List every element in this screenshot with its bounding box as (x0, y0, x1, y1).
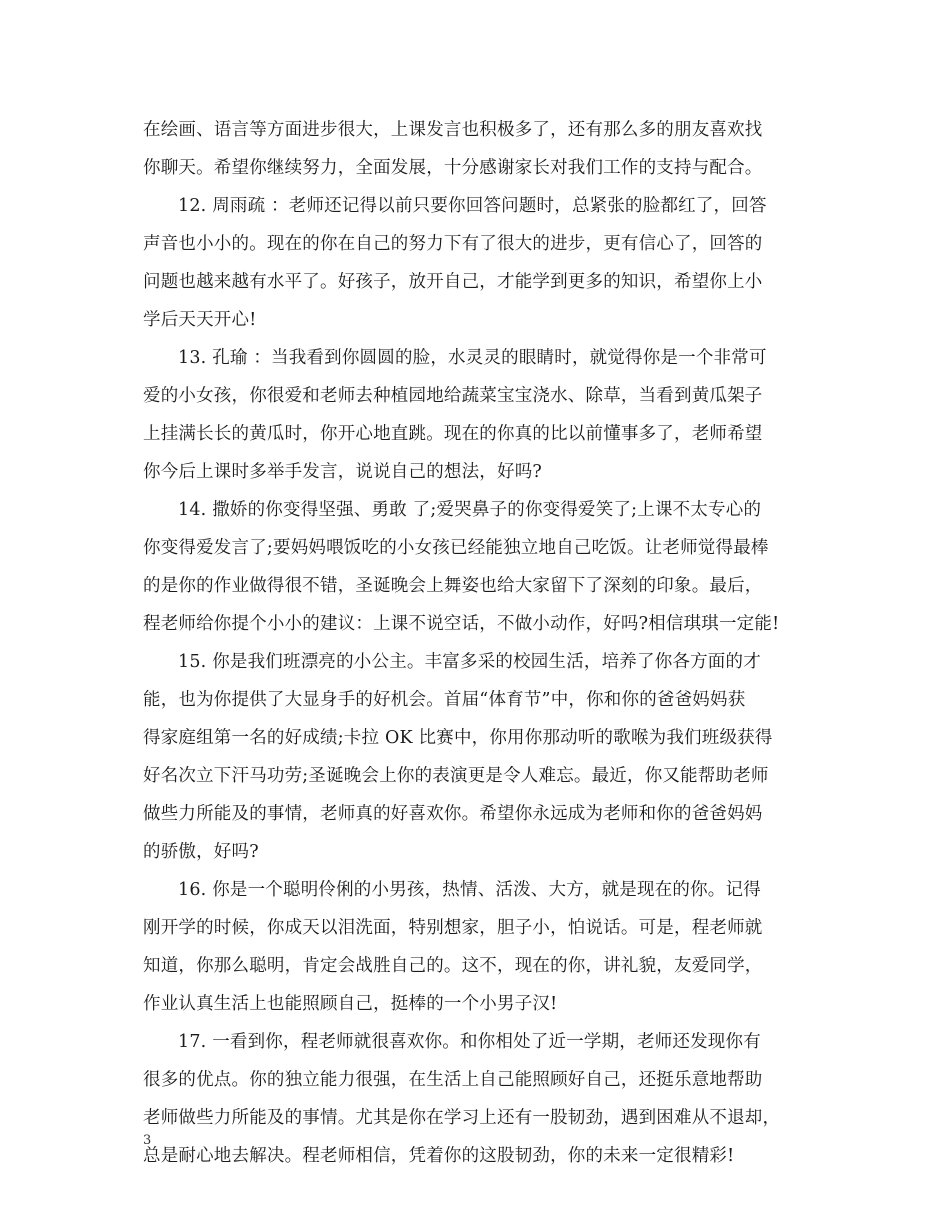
text-line: 好名次立下汗马功劳;圣诞晚会上你的表演更是令人难忘。最近，你又能帮助老师 (143, 766, 769, 786)
text-line: 上挂满长长的黄瓜时，你开心地直跳。现在的你真的比以前懂事多了，老师希望 (143, 424, 763, 444)
paragraph-first-line: 12. 周雨疏 ：老师还记得以前只要你回答问题时，总紧张的脸都红了，回答 (178, 196, 767, 216)
paragraph-first-line: 16. 你是一个聪明伶俐的小男孩，热情、活泼、大方，就是现在的你。记得 (178, 880, 761, 900)
text-line: 作业认真生活上也能照顾自己，挺棒的一个小男子汉! (143, 994, 558, 1014)
text-line: 你今后上课时多举手发言，说说自己的想法，好吗? (143, 462, 542, 482)
text-line: 刚开学的时候，你成天以泪洗面，特别想家，胆子小，怕说话。可是，程老师就 (143, 918, 763, 938)
text-line: 在绘画、语言等方面进步很大，上课发言也积极多了，还有那么多的朋友喜欢找 (143, 120, 763, 140)
text-line: 的是你的作业做得很不错，圣诞晚会上舞姿也给大家留下了深刻的印象。最后， (143, 576, 763, 596)
paragraph-first-line: 13. 孔瑜 ：当我看到你圆圆的脸，水灵灵的眼睛时，就觉得你是一个非常可 (178, 348, 767, 368)
paragraph-first-line: 15. 你是我们班漂亮的小公主。丰富多采的校园生活，培养了你各方面的才 (178, 652, 761, 672)
text-line: 很多的优点。你的独立能力很强，在生活上自己能照顾好自己，还挺乐意地帮助 (143, 1070, 763, 1090)
paragraph-first-line: 17. 一看到你，程老师就很喜欢你。和你相处了近一学期，老师还发现你有 (178, 1032, 761, 1052)
text-line: 老师做些力所能及的事情。尤其是你在学习上还有一股韧劲，遇到困难从不退却， (143, 1108, 781, 1128)
text-line: 的骄傲，好吗? (143, 842, 259, 862)
text-line: 知道，你那么聪明，肯定会战胜自己的。这不，现在的你，讲礼貌，友爱同学， (143, 956, 763, 976)
text-line: 做些力所能及的事情，老师真的好喜欢你。希望你永远成为老师和你的爸爸妈妈 (143, 804, 763, 824)
text-line: 爱的小女孩，你很爱和老师去种植园地给蔬菜宝宝浇水、除草，当看到黄瓜架子 (143, 386, 763, 406)
text-line: 你变得爱发言了;要妈妈喂饭吃的小女孩已经能独立地自己吃饭。让老师觉得最棒 (143, 538, 769, 558)
text-line: 声音也小小的。现在的你在自己的努力下有了很大的进步，更有信心了，回答的 (143, 234, 763, 254)
paragraph-first-line: 14. 撒娇的你变得坚强、勇敢 了;爱哭鼻子的你变得爱笑了;上课不太专心的 (178, 500, 762, 520)
document-body (143, 111, 811, 1175)
text-line: 问题也越来越有水平了。好孩子，放开自己，才能学到更多的知识，希望你上小 (143, 272, 763, 292)
text-line: 总是耐心地去解决。程老师相信，凭着你的这股韧劲，你的未来一定很精彩! (143, 1146, 735, 1166)
text-line: 程老师给你提个小小的建议：上课不说空话，不做小动作，好吗?相信琪琪一定能! (143, 614, 780, 634)
text-line: 你聊天。希望你继续努力，全面发展，十分感谢家长对我们工作的支持与配合。 (143, 158, 763, 178)
text-line: 学后天天开心! (143, 310, 257, 330)
text-line: 能，也为你提供了大显身手的好机会。首届“体育节”中，你和你的爸爸妈妈获 (143, 690, 746, 710)
text-line: 得家庭组第一名的好成绩;卡拉 OK 比赛中，你用你那动听的歌喉为我们班级获得 (143, 728, 773, 748)
page-number: 3 (143, 1133, 152, 1148)
